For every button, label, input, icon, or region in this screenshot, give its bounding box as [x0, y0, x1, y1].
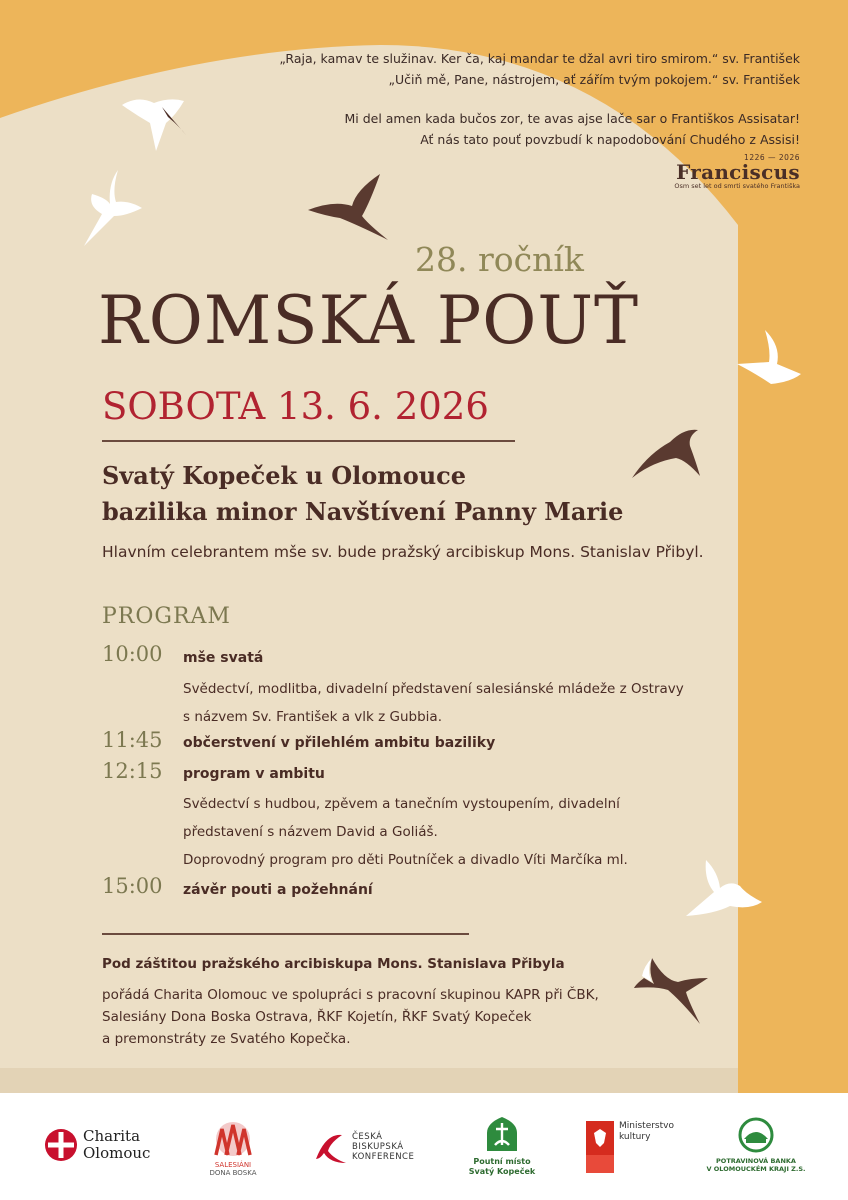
white-dove-icon: [118, 95, 190, 157]
franciscus-years: 1226 — 2026: [744, 153, 800, 162]
program-description: [183, 675, 684, 731]
charita-cross-icon: [44, 1128, 78, 1162]
charita-line-1: Charita: [83, 1127, 141, 1145]
organizer-line: a premonstráty ze Svatého Kopečka.: [102, 1031, 351, 1047]
charita-logo: [44, 1128, 150, 1162]
white-dove-icon: [735, 328, 803, 392]
banka-line-1: POTRAVINOVÁ BANKA: [716, 1157, 796, 1165]
event-date: SOBOTA 13. 6. 2026: [102, 385, 489, 428]
motto-romani: Mi del amen kada bučos zor, te avas ajse lače sar o Františkos Assisatar!: [344, 111, 800, 126]
brown-dove-icon: [630, 956, 710, 1028]
brown-dove-icon: [304, 172, 392, 244]
mk-line-1: Ministerstvo: [619, 1121, 674, 1131]
program-time: 11:45: [102, 728, 163, 752]
white-dove-icon: [78, 168, 146, 250]
white-dove-icon: [684, 858, 764, 920]
potravinova-banka-logo: [706, 1117, 806, 1173]
event-place: [102, 458, 623, 530]
description-line: Svědectví, modlitba, divadelní představení salesiánské mládeže z Ostravy: [183, 681, 684, 697]
edition-label: 28. ročník: [415, 240, 584, 279]
place-line-1: Svatý Kopeček u Olomouce: [102, 461, 467, 490]
franciscus-logo: [640, 153, 800, 190]
cbk-ribbon-icon: [312, 1129, 348, 1165]
salesiani-line-2: DONA BOSKA: [209, 1169, 257, 1177]
quote-romani-francis: „Raja, kamav te služinav. Ker ča, kaj mandar te džal avri tiro smirom.“ sv. František: [279, 51, 800, 66]
description-line: s názvem Sv. František a vlk z Gubbia.: [183, 709, 442, 725]
program-time: 15:00: [102, 874, 163, 898]
description-line: Svědectví s hudbou, zpěvem a tanečním vystoupením, divadelní: [183, 796, 620, 812]
mk-line-2: kultury: [619, 1132, 651, 1142]
program-event: program v ambitu: [183, 766, 325, 782]
program-time: 12:15: [102, 759, 163, 783]
franciscus-word: Franciscus: [676, 160, 800, 184]
franciscus-subtitle: Osm set let od smrti svatého Františka: [674, 182, 800, 190]
program-event: občerstvení v přilehlém ambitu baziliky: [183, 735, 496, 751]
program-event: mše svatá: [183, 650, 264, 666]
place-line-2: bazilika minor Navštívení Panny Marie: [102, 497, 624, 526]
salesiani-people-icon: [208, 1121, 258, 1157]
salesiani-line-1: SALESIÁNI: [214, 1161, 252, 1169]
program-description: [183, 790, 628, 874]
salesiani-logo: [205, 1121, 261, 1177]
celebrant-note: Hlavním celebrantem mše sv. bude pražský arcibiskup Mons. Stanislav Přibyl.: [102, 543, 704, 561]
program-heading: PROGRAM: [102, 604, 231, 629]
food-bank-emblem-icon: [736, 1117, 776, 1153]
cbk-line-1: ČESKÁ: [352, 1132, 383, 1142]
program-event: závěr pouti a požehnání: [183, 882, 373, 898]
ministerstvo-kultury-logo: [586, 1121, 674, 1173]
brown-dove-icon: [630, 424, 702, 480]
poutni-misto-logo: [467, 1115, 537, 1177]
charita-line-2: Olomouc: [83, 1144, 151, 1162]
organizer-line: pořádá Charita Olomouc ve spolupráci s pracovní skupinou KAPR při ČBK,: [102, 987, 599, 1003]
cbk-line-3: KONFERENCE: [352, 1152, 415, 1162]
motto-czech: Ať nás tato pouť povzbudí k napodobování Chudého z Assisi!: [420, 132, 800, 147]
poutni-line-1: Poutní místo: [473, 1157, 531, 1166]
banka-line-2: V OLOMOUCKÉM KRAJI Z.S.: [706, 1165, 806, 1173]
event-title: ROMSKÁ POUŤ: [98, 282, 640, 359]
organizer-line: Salesiány Dona Boska Ostrava, ŘKF Kojetín, ŘKF Svatý Kopeček: [102, 1009, 532, 1025]
partner-logos-footer: [0, 1093, 848, 1200]
divider: [102, 440, 515, 442]
quote-czech-francis: „Učiň mě, Pane, nástrojem, ať zářím tvým pokojem.“ sv. František: [388, 72, 800, 87]
divider: [102, 933, 469, 935]
cbk-logo: [312, 1129, 414, 1165]
ministry-flag-icon: [586, 1121, 614, 1173]
cbk-line-2: BISKUPSKÁ: [352, 1142, 404, 1152]
description-line: představení s názvem David a Goliáš.: [183, 824, 438, 840]
organizers-text: [102, 984, 599, 1050]
description-line: Doprovodný program pro děti Poutníček a divadlo Víti Marčíka ml.: [183, 852, 628, 868]
program-time: 10:00: [102, 642, 163, 666]
poutni-misto-emblem-icon: [485, 1115, 519, 1153]
patronage-line: Pod záštitou pražského arcibiskupa Mons. Stanislava Přibyla: [102, 956, 565, 972]
poutni-line-2: Svatý Kopeček: [468, 1167, 536, 1176]
